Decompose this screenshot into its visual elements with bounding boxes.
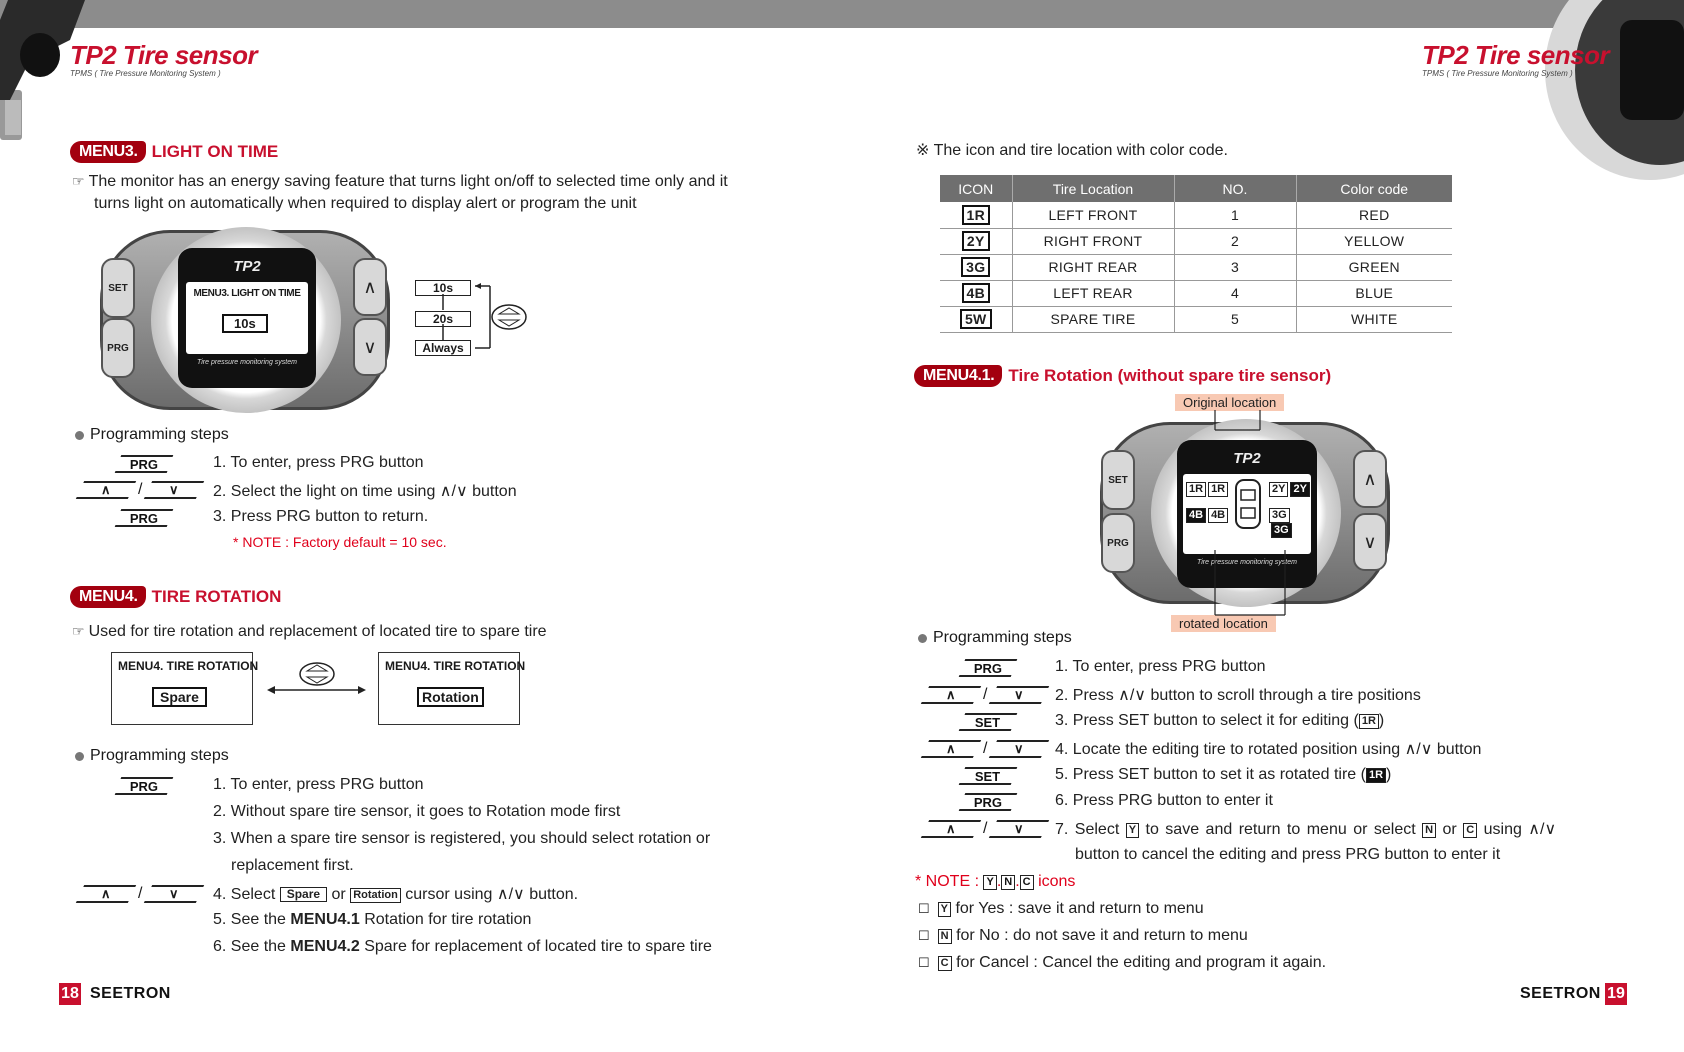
prg-key-icon: PRG — [115, 455, 174, 473]
menu4-step5: 5. See the MENU4.1 Rotation for tire rotation — [213, 911, 532, 928]
menu41-step3: 3. Press SET button to select it for editing ( 1R ) — [1055, 712, 1385, 729]
prg-button[interactable]: PRG — [101, 318, 135, 378]
up-key-icon: ∧ — [76, 481, 136, 499]
rotation-value: Rotation — [417, 687, 484, 707]
device-logo: TP2 — [233, 258, 261, 275]
device-image — [1540, 0, 1684, 180]
menu41-step7a: 7. Select Y to save and return to menu or select N or C using ∧/∨ — [1055, 821, 1557, 838]
top-bar — [0, 0, 1684, 28]
menu3-step1: 1. To enter, press PRG button — [213, 454, 424, 471]
table-header: ICON — [940, 175, 1012, 202]
up-button[interactable]: ∧ — [353, 258, 387, 316]
up-key-icon: ∧ — [76, 885, 136, 903]
table-intro: ※ The icon and tire location with color code. — [916, 142, 1228, 159]
menu4-steps-heading: Programming steps — [75, 747, 229, 765]
lcd-title: MENU3. LIGHT ON TIME — [193, 288, 301, 299]
prg-key-icon: PRG — [115, 509, 174, 527]
menu3-description — [72, 170, 792, 215]
set-key-icon: SET — [959, 713, 1018, 731]
monitor-device — [100, 230, 390, 410]
menu41-title: Tire Rotation (without spare tire sensor) — [1008, 366, 1332, 385]
tire-icon: 4B — [962, 283, 991, 303]
cancel-icon: C — [1463, 823, 1477, 838]
down-button[interactable]: ∨ — [1353, 513, 1387, 571]
option-20s: 20s — [415, 311, 471, 327]
up-button[interactable]: ∧ — [1353, 450, 1387, 508]
menu4-step1: 1. To enter, press PRG button — [213, 776, 424, 793]
up-down-keys-icon: ∧ / ∨ — [80, 481, 200, 499]
menu3-step2: 2. Select the light on time using ∧/∨ button — [213, 483, 517, 500]
prg-key-icon: PRG — [959, 659, 1018, 677]
table-row: 5W SPARE TIRE 5 WHITE — [940, 306, 1452, 332]
footer-brand-left: SEETRON — [90, 985, 171, 1002]
brand-left — [70, 40, 257, 78]
rotation-cursor-box: Rotation — [350, 888, 401, 903]
option-yes: ☐ Y for Yes : save it and return to menu — [918, 900, 1204, 917]
down-key-icon: ∨ — [144, 885, 204, 903]
no-icon: N — [1001, 875, 1015, 890]
menu41-step1: 1. To enter, press PRG button — [1055, 658, 1266, 675]
lcd-tire-3g: 3G3G — [1269, 508, 1311, 538]
table-row: 3G RIGHT REAR 3 GREEN — [940, 254, 1452, 280]
brand-name: TP2 Tire sensor — [1422, 40, 1610, 70]
menu4-step6: 6. See the MENU4.2 Spare for replacement of located tire to spare tire — [213, 938, 712, 955]
option-cancel: ☐ C for Cancel : Cancel the editing and program it again. — [918, 954, 1327, 971]
pointing-hand-icon: ☞ — [72, 623, 85, 639]
menu3-steps-heading: Programming steps — [75, 426, 229, 444]
table-row: 1R LEFT FRONT 1 RED — [940, 202, 1452, 228]
prg-button[interactable]: PRG — [1101, 513, 1135, 573]
menu4-pill: MENU4. — [70, 586, 146, 608]
menu4-step2: 2. Without spare tire sensor, it goes to Rotation mode first — [213, 803, 621, 820]
menu3-heading — [70, 141, 278, 163]
lcd-tire-4b: 4B 4B — [1186, 508, 1228, 523]
page-number-left: 18 — [59, 983, 81, 1005]
table-header: Tire Location — [1012, 175, 1174, 202]
menu41-steps-heading: Programming steps — [918, 629, 1072, 647]
menu4-title: TIRE ROTATION — [151, 587, 282, 606]
table-header: Color code — [1296, 175, 1452, 202]
menu4-card-rotation: MENU4. TIRE ROTATION Rotation — [378, 652, 520, 725]
prg-key-icon: PRG — [115, 777, 174, 795]
checkbox-icon: ☐ — [918, 901, 930, 916]
option-no: ☐ N for No : do not save it and return to menu — [918, 927, 1248, 944]
cancel-icon: C — [1020, 875, 1034, 890]
brand-subtitle: TPMS ( Tire Pressure Monitoring System ) — [70, 69, 221, 78]
device-caption: Tire pressure monitoring system — [197, 359, 297, 366]
pointing-hand-icon: ☞ — [72, 173, 85, 189]
up-down-keys-icon: ∧ / ∨ — [925, 686, 1045, 704]
up-key-icon: ∧ — [921, 686, 981, 704]
device-caption: Tire pressure monitoring system — [1197, 559, 1297, 566]
spare-cursor-box: Spare — [280, 887, 327, 902]
cycle-arrows-icon — [435, 278, 535, 358]
brand-subtitle: TPMS ( Tire Pressure Monitoring System ) — [1422, 69, 1573, 78]
rotated-location-tag: rotated location — [1171, 615, 1276, 632]
menu4-description: ☞ Used for tire rotation and replacement of located tire to spare tire — [72, 623, 547, 640]
up-down-keys-icon: ∧ / ∨ — [925, 740, 1045, 758]
menu4-step3b: replacement first. — [231, 857, 354, 874]
tire-1r-selected-icon: 1R — [1366, 768, 1386, 783]
up-key-icon: ∧ — [921, 740, 981, 758]
tire-icon: 1R — [962, 205, 991, 225]
down-key-icon: ∨ — [144, 481, 204, 499]
down-key-icon: ∨ — [989, 820, 1049, 838]
menu3-pill: MENU3. — [70, 141, 146, 163]
menu3-title: LIGHT ON TIME — [151, 142, 279, 161]
monitor-screen — [178, 248, 316, 388]
menu41-step4: 4. Locate the editing tire to rotated position using ∧/∨ button — [1055, 741, 1482, 758]
tire-1r-icon: 1R — [1359, 714, 1379, 729]
no-icon: N — [1422, 823, 1436, 838]
yes-icon: Y — [938, 902, 951, 917]
menu41-note: * NOTE : Y . N . C icons — [915, 873, 1076, 890]
menu3-desc-line2: turns light on automatically when required to display alert or program the unit — [94, 195, 637, 212]
tire-icon: 3G — [961, 257, 990, 277]
menu4-step3a: 3. When a spare tire sensor is registered, you should select rotation or — [213, 830, 711, 847]
brand-right — [1422, 40, 1609, 78]
menu4-step4: 4. Select Spare or Rotation cursor using ∧/∨ button. — [213, 886, 579, 903]
menu41-step7b: button to cancel the editing and press PRG button to enter it — [1075, 846, 1501, 863]
menu41-step2: 2. Press ∧/∨ button to scroll through a tire positions — [1055, 687, 1421, 704]
set-key-icon: SET — [959, 767, 1018, 785]
down-button[interactable]: ∨ — [353, 318, 387, 376]
up-key-icon: ∧ — [921, 820, 981, 838]
location-connector-lines — [1185, 410, 1295, 620]
menu41-pill: MENU4.1. — [914, 365, 1002, 387]
option-always: Always — [415, 340, 471, 356]
up-down-keys-icon: ∧ / ∨ — [925, 820, 1045, 838]
table-row: 4B LEFT REAR 4 BLUE — [940, 280, 1452, 306]
cancel-icon: C — [938, 956, 952, 971]
yes-icon: Y — [983, 875, 996, 890]
brand-name: TP2 Tire sensor — [70, 40, 258, 70]
spare-value: Spare — [152, 687, 207, 707]
original-location-tag: Original location — [1175, 394, 1284, 411]
table-header: NO. — [1174, 175, 1296, 202]
up-down-keys-icon: ∧ / ∨ — [80, 885, 200, 903]
tire-icon: 2Y — [962, 231, 990, 251]
down-key-icon: ∨ — [989, 686, 1049, 704]
page-number-right: 19 — [1605, 983, 1627, 1005]
lcd-tire-1r: 1R 1R — [1186, 482, 1228, 497]
option-10s: 10s — [415, 280, 471, 296]
menu4-card-spare: MENU4. TIRE ROTATION Spare — [111, 652, 253, 725]
tire-icon: 5W — [960, 309, 992, 329]
menu41-step6: 6. Press PRG button to enter it — [1055, 792, 1273, 809]
checkbox-icon: ☐ — [918, 955, 930, 970]
footer-brand-right: SEETRON — [1520, 985, 1601, 1002]
prg-key-icon: PRG — [959, 793, 1018, 811]
checkbox-icon: ☐ — [918, 928, 930, 943]
table-row: 2Y RIGHT FRONT 2 YELLOW — [940, 228, 1452, 254]
menu3-step3: 3. Press PRG button to return. — [213, 508, 429, 525]
color-code-table — [940, 175, 1452, 333]
set-button[interactable]: SET — [101, 258, 135, 318]
no-icon: N — [938, 929, 952, 944]
menu4-heading — [70, 586, 281, 608]
menu41-step5: 5. Press SET button to set it as rotated tire ( 1R ) — [1055, 766, 1392, 783]
lcd — [186, 282, 308, 354]
menu3-note: * NOTE : Factory default = 10 sec. — [233, 534, 447, 550]
menu3-desc-line1: The monitor has an energy saving feature that turns light on/off to selected time only and it — [88, 173, 728, 190]
device-logo: TP2 — [1233, 450, 1261, 467]
toggle-arrows-icon — [265, 660, 369, 700]
down-key-icon: ∨ — [989, 740, 1049, 758]
lcd-tire-2y: 2Y 2Y — [1269, 482, 1310, 497]
lcd-value: 10s — [222, 314, 268, 333]
menu41-heading — [914, 365, 1331, 387]
yes-icon: Y — [1126, 823, 1139, 838]
set-button[interactable]: SET — [1101, 450, 1135, 510]
